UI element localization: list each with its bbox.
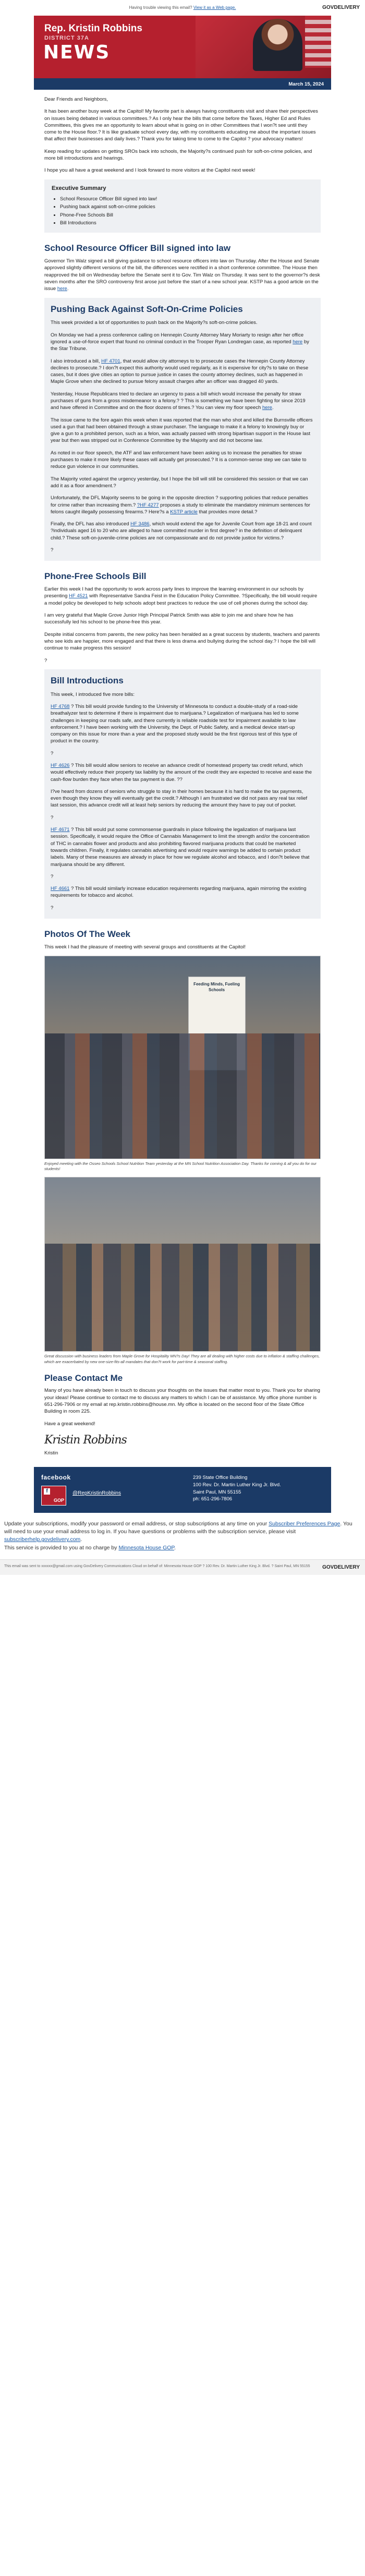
office-address xyxy=(193,1474,281,1503)
view-online-bar xyxy=(0,0,365,16)
hf4671-link[interactable]: HF 4671 xyxy=(51,827,70,833)
bill-hf4661 xyxy=(51,885,314,899)
representative-portrait xyxy=(253,19,302,71)
group-of-people xyxy=(45,1244,320,1351)
contact-heading: Please Contact Me xyxy=(44,1373,123,1383)
view-web-page-link[interactable]: View it as a Web page. xyxy=(193,5,236,10)
issue-date: March 15, 2024 xyxy=(288,81,324,87)
executive-summary xyxy=(44,179,321,233)
subscription-text: Update your subscriptions, modify your password or email address, or stop subscriptions at any time on your xyxy=(4,1521,267,1527)
crime-paragraph-5: The issue came to the fore again this week when it was reported that the man who shot and killed the Burnsville officers used a gun that had been obtained through a straw purchaser. The language to make it a felony to knowingly buy or give a gun to a prohibited person, such as a felon, was actually passed with strong bipartisan support in the House last year but then was stripped out in Conference Committee by the Majority and did not become law. xyxy=(51,417,313,444)
bill-text: ? This bill would put some commonsense guardrails in place following the legalization of marijuana last session. Specifically, it would require the Office of Cannabis Management to limit the strength and/or the concentration of THC in cannabis flower and products and also prohibiting flavored marijuana products that could be marketed towards children. Finally, it regulates cannabis advertising and would require warnings be added to certain product labels. Many of these measures are already in place for how we regulate alcohol and tobacco, and I don?t believe that marijuana should be any different. xyxy=(51,827,310,868)
spacer-mark: ? xyxy=(51,873,54,880)
address-line: 100 Rev. Dr. Martin Luther King Jr. Blvd. xyxy=(193,1482,281,1488)
topbar-text: Having trouble viewing this email? xyxy=(129,5,192,10)
hf4661-link[interactable]: HF 4661 xyxy=(51,886,70,892)
subscriber-preferences-link[interactable]: Subscriber Preferences Page xyxy=(269,1521,340,1527)
crime-text: proposes a study to eliminate the mandatory minimum sentences for felons caught illegally possessing firearms.? Here?s a xyxy=(51,502,310,515)
content xyxy=(34,90,331,1456)
photo-caption-1: Enjoyed meeting with the Osseo Schools School Nutrition Team yesterday at the MN School Nutrition Association Day. Thanks for coming & all you do for our students! xyxy=(44,1161,317,1172)
header-banner xyxy=(34,16,331,78)
subscription-notice xyxy=(0,1513,365,1552)
mn-house-gop-logo[interactable] xyxy=(41,1486,66,1506)
spacer-mark: ? xyxy=(51,905,54,911)
photo-school-nutrition-team xyxy=(44,956,321,1159)
bill-hf4626 xyxy=(51,762,314,783)
crime-text: On Monday we had a press conference calling on Hennepin County Attorney Mary Moriarty to resign after her office ignored a use-of-force expert that found no criminal conduct in the Trooper Ryan Londregan case, as reported xyxy=(51,332,304,345)
contact-signoff: Have a great weekend! xyxy=(44,1421,95,1427)
crime-text: , that would allow city attorneys to to prosecute cases the Hennepin County Attorney declines to prosecute.? I don?t expect this authority would used regularly, as it is expensive for city?s to take on these cases, but it does give cities an option to pursue justice in cases the county attorney declines, such as happened in Maple Grove when she declined to pursue felony assault charges after an officer was dragged 40 yards. xyxy=(51,358,309,385)
sro-text-end: . xyxy=(67,286,69,292)
bills-heading: Bill Introductions xyxy=(51,675,124,685)
govdelivery-logo: GOVDELIVERY xyxy=(322,5,360,10)
intro-paragraph-3: I hope you all have a great weekend and I look forward to more visitors at the Capitol next week! xyxy=(44,167,256,174)
header-district: DISTRICT 37A xyxy=(44,35,89,41)
subscription-text: . xyxy=(174,1544,176,1551)
summary-list xyxy=(52,196,313,226)
spacer-mark: ? xyxy=(44,657,47,664)
kstp-article-link[interactable]: KSTP article xyxy=(170,509,198,515)
bill-text: ? This bill would similarly increase education requirements regarding marijuana, again mirroring the existing requirements for tobacco and alcohol. xyxy=(51,886,307,899)
flag-graphic xyxy=(305,16,331,68)
mn-house-gop-link[interactable]: Minnesota House GOP xyxy=(118,1544,175,1551)
crime-text: that provides more detail.? xyxy=(199,509,258,515)
summary-item: • School Resource Officer Bill signed into law! xyxy=(60,196,313,202)
hf3486-link[interactable]: HF 3486 xyxy=(130,521,150,527)
subscription-text: . xyxy=(80,1536,82,1543)
bill-hf4626-detail: I?ve heard from dozens of seniors who struggle to stay in their homes because it is hard to make the tax payments, even though they know they will eventually get the credit.? Although I am frustrated we did not pass any real tax relief last session, this advance credit will at least help seniors by reducing the amount they have to pay out of pocket. xyxy=(51,788,308,809)
crime-section xyxy=(44,298,321,561)
crime-paragraph-4 xyxy=(51,391,314,412)
crime-text: Yesterday, House Republicans tried to declare an urgency to pass a bill which would increase the penalty for straw purchases of guns from a gross misdemeanor to a felony.? ? This is something we have been fighting for since 2019 and have offered in Committee and on the floor dozens of times.? You can view my floor speech xyxy=(51,391,306,411)
sent-to-text: This email was sent to xxxxxx@gmail.com using GovDelivery Communications Cloud on behalf of: Minnesota House GOP ? 100 Rev. Dr. Martin Luther King Jr. Blvd. ? Saint Paul, MN 55155 xyxy=(4,1564,310,1568)
office-phone: ph: 651-296-7806 xyxy=(193,1496,233,1502)
bill-hf4671 xyxy=(51,826,314,868)
govdelivery-logo: GOVDELIVERY xyxy=(322,1564,360,1570)
hf4701-link[interactable]: HF 4701 xyxy=(101,358,120,364)
phone-paragraph-3: Despite initial concerns from parents, the new policy has been heralded as a great success by students, teachers and parents who see kids are happier, more engaged and that there is less drama and bullying during the school day.? I hope the bill will continue to make progress this session! xyxy=(44,631,320,652)
signature-name: Kristin xyxy=(44,1450,58,1456)
crime-paragraph-3 xyxy=(51,358,314,386)
phone-text: Earlier this week I had the opportunity to work across party lines to improve the learning environment in our schools by presenting xyxy=(44,586,303,599)
sro-article-link[interactable]: here xyxy=(57,286,67,292)
phone-text: with Representative Sandra Feist in the Education Policy Committee. ?Specifically, the bill would require a model policy be developed to help schools adopt best practices to reduce the use of cell phones during the school day. xyxy=(44,593,318,606)
phone-paragraph-2: I am very grateful that Maple Grove Junior High Principal Patrick Smith was able to join me and share how he has successfully led his school to be phone-free this year. xyxy=(44,612,294,625)
spacer-mark: ? xyxy=(51,547,54,553)
crime-heading: Pushing Back Against Soft-On-Crime Policies xyxy=(51,304,243,314)
subscription-text: This service is provided to you at no charge by xyxy=(4,1544,117,1551)
photos-intro: This week I had the pleasure of meeting with several groups and constituents at the Capitol! xyxy=(44,944,246,950)
bills-intro: This week, I introduced five more bills: xyxy=(51,691,135,697)
banner-text: Feeding Minds, Fueling Schools xyxy=(193,981,240,993)
floor-speech-link[interactable]: here xyxy=(262,405,272,411)
signature-image: Kristin Robbins xyxy=(44,1433,127,1447)
newsletter xyxy=(34,16,331,1513)
crime-text: Unfortunately, the DFL Majority seems to be going in the opposite direction ? supporting policies that reduce penalties for crime rather than increasing them.? xyxy=(51,495,308,508)
sro-heading: School Resource Officer Bill signed into law xyxy=(44,243,231,254)
spacer-mark: ? xyxy=(51,814,54,821)
phone-heading: Phone-Free Schools Bill xyxy=(44,571,147,582)
hf4626-link[interactable]: HF 4626 xyxy=(51,762,70,768)
photo-business-leaders xyxy=(44,1177,321,1352)
facebook-label: facebook xyxy=(41,1474,71,1481)
bill-text: ? This bill would provide funding to the University of Minnesota to conduct a double-study of a road-side breathalyzer test to determine if there is impairment due to marijuana.? Legalization of marijuana has led to some challenges in keeping our roads safe, and there currently is reliable roadside test for impairment available to law enforcement.? I have been working with the University, the Dept. of Public Safety, and a medical device start-up company on this issue for more than a year and the proposed study would be the first rigorous test of this type of product in the country. xyxy=(51,703,299,744)
crime-paragraph-6: As noted in our floor speech, the ATF and law enforcement have been asking us to increase the penalties for straw purchases to make it more likely these cases will actually get prosecuted.? It is a common-sense step we can take to reduce gun violence in our communities. xyxy=(51,450,307,470)
crime-paragraph-2 xyxy=(51,332,314,353)
subscription-text: . You will need to use your email address to log in. If you have questions or problems with the subscription service, please visit xyxy=(4,1521,352,1535)
gop-label: GOP xyxy=(53,1498,64,1503)
greeting: Dear Friends and Neighbors, xyxy=(44,97,108,102)
startribune-link[interactable]: here xyxy=(293,339,303,345)
bill-text: ? This bill would allow seniors to receive an advance credit of homestead property tax credit refund, which would effectively reduce their property tax liability by the amount of the credit they are expected to receive and ease the cash-flow burden they face when the tax payment is due. ?? xyxy=(51,762,312,783)
summary-item: • Pushing back against soft-on-crime policies xyxy=(60,203,313,210)
date-band xyxy=(34,78,331,90)
summary-item: • Phone-Free Schools Bill xyxy=(60,212,313,219)
crime-paragraph-7: The Majority voted against the urgency yesterday, but I hope the bill will still be considered this session or that we can add it as a floor amendment.? xyxy=(51,476,308,489)
bottom-bar xyxy=(0,1559,365,1575)
crime-text: by the Star Tribune. xyxy=(51,339,309,352)
intro-paragraph-1: It has been another busy week at the Capitol! My favorite part is always having constituents visit and share their perspectives on issues being debated in various committees.? As I only hear the bills that come before the Taxes, Higher Ed and Rules Committees, this gives me an opportunity to learn about what is going on in other Committees that I won?t see until they come to the House floor.? It is like graduate school every day, with my constituents educating me about the important issues that affect their businesses and daily lives.? Thank you for taking time to come to the Capitol ? your advocacy matters! xyxy=(44,109,318,142)
photos-heading: Photos Of The Week xyxy=(44,929,130,940)
sro-paragraph xyxy=(44,258,321,292)
crime-paragraph-9 xyxy=(51,521,314,541)
crime-paragraph-1: This week provided a lot of opportunities to push back on the Majority?s soft-on-crime policies. xyxy=(51,320,258,326)
summary-title: Executive Summary xyxy=(52,185,106,191)
header-news: NEWS xyxy=(43,42,111,63)
header-title: Rep. Kristin Robbins xyxy=(44,23,142,34)
crime-paragraph-8 xyxy=(51,495,314,515)
summary-item: • Bill Introductions xyxy=(60,220,313,226)
contact-paragraph: Many of you have already been in touch to discuss your thoughts on the issues that matter most to you. Thank you for sharing your ideas! Please continue to contact me to discuss any matters to which I can be of assistance. My office phone number is 651-296-7906 or my email at rep.kristin.robbins@house.mn. My office is located on the second floor of the State Office Building in room 225. xyxy=(44,1388,320,1415)
group-of-people xyxy=(45,1033,320,1159)
subscriber-help-link[interactable]: subscriberhelp.govdelivery.com xyxy=(4,1536,81,1543)
intro-paragraph-2: Keep reading for updates on getting SROs back into schools, the Majority?s continued push for soft-on-crime policies, and more bill introductions and hearings. xyxy=(44,148,312,162)
address-line: Saint Paul, MN 55155 xyxy=(193,1489,241,1495)
hf4277-link[interactable]: ?HF 4277 xyxy=(137,502,159,508)
footer xyxy=(34,1467,331,1513)
spacer-mark: ? xyxy=(51,750,54,756)
phone-paragraph-1 xyxy=(44,586,321,607)
photo-caption-2: Great discussion with business leaders from Maple Grove for Hospitality MN?s Day! They are all dealing with higher costs due to inflation & staffing challenges, which are exacerbated by new one-size-fits-all mandates that don?t work for part-time & seasonal staffing. xyxy=(44,1354,320,1364)
bills-section xyxy=(44,669,321,919)
sro-text: Governor Tim Walz signed a bill giving guidance to school resource officers into law on Thursday. After the House and Senate approved slightly different versions of the bill, the differences were rectified in a short conference committee. The House then reapproved the bill on Wednesday before the Senate sent it to Gov. Tim Walz on Thursday. It was sent to the governor?s desk seven months after the SRO controversy first arose just before the start of a new school year. KSTP has a good article on the issue xyxy=(44,258,320,292)
facebook-icon: f xyxy=(44,1488,50,1495)
crime-text: . xyxy=(272,405,274,411)
crime-text: I also introduced a bill, xyxy=(51,358,100,364)
address-line: 239 State Office Building xyxy=(193,1475,248,1480)
bill-hf4768 xyxy=(51,703,314,745)
crime-text: Finally, the DFL has also introduced xyxy=(51,521,129,527)
facebook-handle-link[interactable]: @RepKristinRobbins xyxy=(72,1490,121,1496)
hf4521-link[interactable]: HF 4521 xyxy=(69,593,88,599)
crime-text: , which would extend the age for Juvenile Court from age 18-21 and count ?individuals aged 16 to 20 who are alleged to have committed murder in first degree? in the definition of delinquent child.? These soft-on-juvenile-crime policies are not compassionate and do not provide justice for victims.? xyxy=(51,521,312,541)
hf4768-link[interactable]: HF 4768 xyxy=(51,703,70,709)
